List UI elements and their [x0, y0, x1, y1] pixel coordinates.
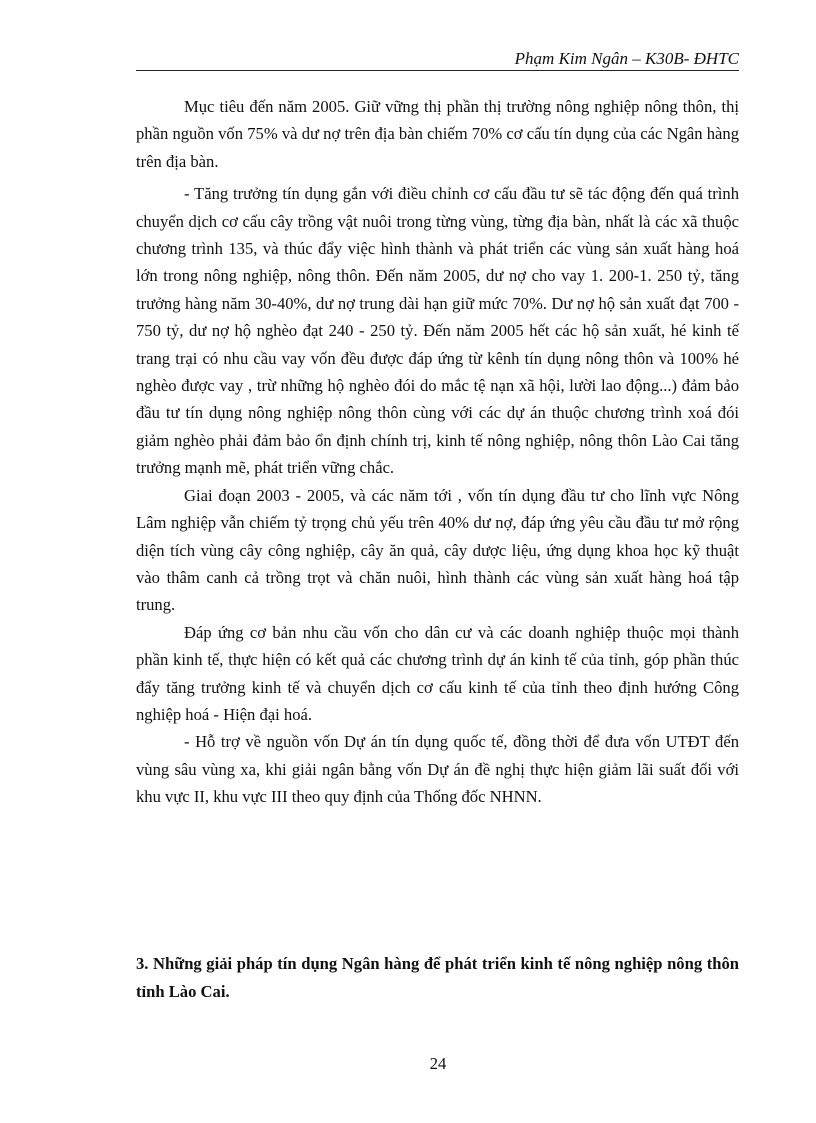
page-header [136, 48, 739, 71]
paragraph-credit-growth: - Tăng trưởng tín dụng gắn với điều chỉnh cơ cấu đầu tư sẽ tác động đến quá trình chuyển dịch cơ cấu cây trồng vật nuôi trong từng vùng, từng địa bàn, nhất là các xã thuộc chương trình 135, và thúc đẩy việc hình thành và phát triển các vùng sản xuất hàng hoá lớn trong nông nghiệp, nông thôn. Đến năm 2005, dư nợ cho vay 1. 200-1. 250 tỷ, tăng trưởng hàng năm 30-40%, dư nợ trung dài hạn giữ mức 70%. Dư nợ hộ sản xuất đạt 700 - 750 tỷ, dư nợ hộ nghèo đạt 240 - 250 tỷ. Đến năm 2005 hết các hộ sản xuất, hé kinh tế trang trại có nhu cầu vay vốn đều được đáp ứng từ kênh tín dụng nông thôn và 100% hé nghèo được vay , trừ những hộ nghèo đói do mắc tệ nạn xã hội, lười lao động...) đảm bảo đầu tư tín dụng nông nghiệp nông thôn cùng với các dự án thuộc chương trình xoá đói giảm nghèo phải đảm bảo ổn định chính trị, kinh tế nông nghiệp, nông thôn Lào Cai tăng trưởng mạnh mẽ, phát triển vững chắc. [136, 184, 739, 478]
body-text [136, 93, 739, 811]
paragraph-period: Giai đoạn 2003 - 2005, và các năm tới , vốn tín dụng đầu tư cho lĩnh vực Nông Lâm nghiệp vẫn chiếm tỷ trọng chủ yếu trên 40% dư nợ, đáp ứng yêu cầu đầu tư mở rộng diện tích vùng cây công nghiệp, cây ăn quả, cây dược liệu, ứng dụng khoa học kỹ thuật vào thâm canh cả trồng trọt và chăn nuôi, hình thành các vùng sản xuất hàng hoá tập trung. [136, 485, 739, 615]
paragraph-goal: Mục tiêu đến năm 2005. Giữ vững thị phần thị trường nông nghiệp nông thôn, thị phần nguồn vốn 75% và dư nợ trên địa bàn chiếm 70% cơ cấu tín dụng của các Ngân hàng trên địa bàn. [136, 97, 739, 171]
paragraph-support: - Hỗ trợ về nguồn vốn Dự án tín dụng quốc tế, đồng thời để đưa vốn UTĐT đến vùng sâu vùng xa, khi giải ngân bằng vốn Dự án đề nghị thực hiện giảm lãi suất đối với khu vực II, khu vực III theo quy định của Thống đốc NHNN. [136, 732, 739, 807]
header-author: Phạm Kim Ngân – K30B- ĐHTC [514, 49, 739, 68]
section-heading: 3. Những giải pháp tín dụng Ngân hàng để phát triển kinh tế nông nghiệp nông thôn tỉnh Lào Cai. [136, 954, 739, 1001]
page-number: 24 [429, 1054, 447, 1073]
paragraph-capital-needs: Đáp ứng cơ bản nhu cầu vốn cho dân cư và các doanh nghiệp thuộc mọi thành phần kinh tế, thực hiện có kết quả các chương trình dự án kinh tế của tỉnh, góp phần thúc đẩy tăng trưởng kinh tế và chuyển dịch cơ cấu kinh tế của tỉnh theo định hướng Công nghiệp hoá - Hiện đại hoá. [136, 622, 739, 724]
